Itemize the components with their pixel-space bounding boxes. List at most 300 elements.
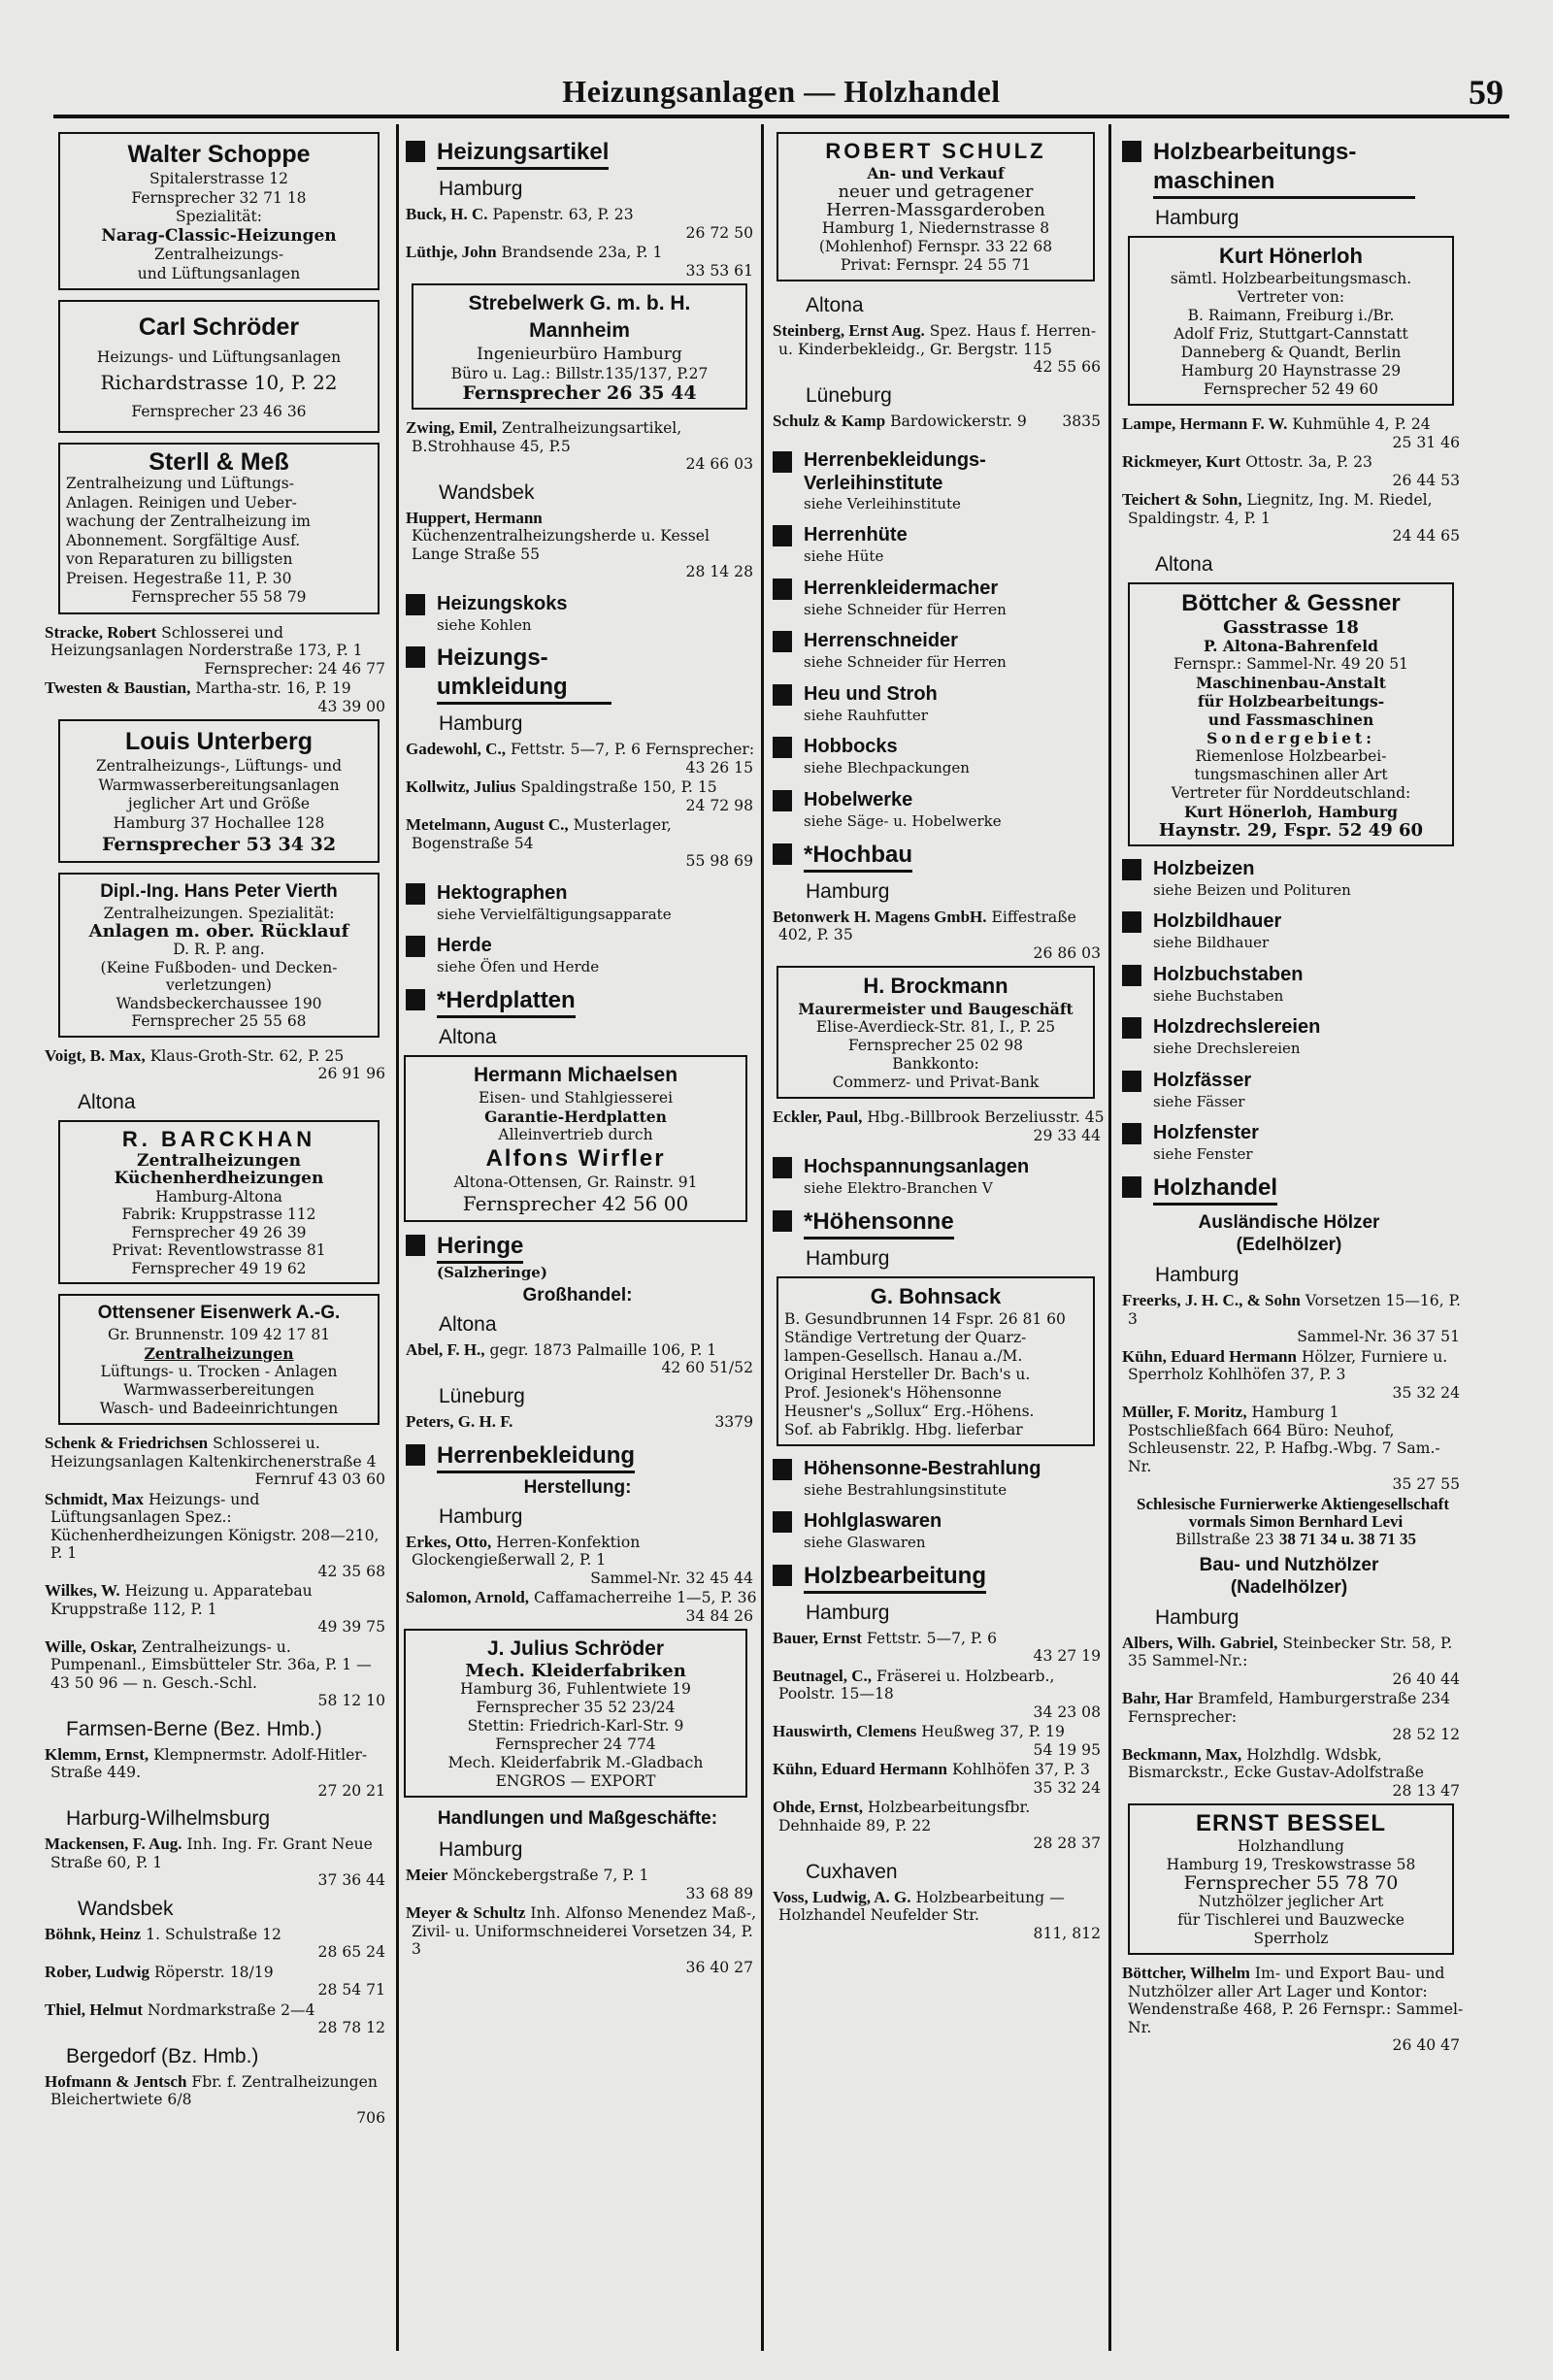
category-title: *Herdplatten	[437, 986, 576, 1018]
listing-phone: 26 44 53	[1392, 471, 1460, 489]
ad-line: Zentralheizungen. Spezialität:	[103, 905, 335, 922]
category-bullet-icon	[406, 936, 425, 957]
ad-box	[1128, 236, 1454, 406]
city-heading: Lüneburg	[439, 1384, 525, 1407]
ad-line: Zentralheizungen	[137, 1150, 301, 1171]
column-4	[1114, 128, 1464, 2361]
listing	[45, 1964, 389, 2000]
column-divider	[1108, 124, 1111, 2351]
listing	[45, 1638, 389, 1710]
ad-box	[1128, 1803, 1454, 1955]
listing	[406, 1589, 757, 1625]
listing-phone: 27 20 21	[317, 1781, 385, 1800]
ad-line: Abonnement. Sorgfältige Ausf.	[66, 531, 301, 549]
ad-line: und Lüftungsanlagen	[137, 264, 301, 282]
ad-line: Danneberg & Quandt, Berlin	[1180, 344, 1402, 361]
listing-phone: 33 68 89	[685, 1884, 753, 1902]
ad-line: An- und Verkauf	[867, 164, 1005, 182]
listing-name: Thiel, Helmut	[45, 2000, 144, 2019]
listing-phone: 26 72 50	[685, 223, 753, 242]
listing-phone: 28 54 71	[317, 1981, 385, 1999]
city-heading: Altona	[439, 1025, 497, 1048]
listing-phone: 34 84 26	[685, 1606, 753, 1625]
ad-line: Mech. Kleiderfabrik M.-Gladbach	[447, 1754, 704, 1772]
category-title: Herrenbekleidungs-Verleihinstitute	[804, 448, 986, 494]
listing-name: Meyer & Schultz	[406, 1903, 526, 1923]
listing-name: Müller, F. Moritz,	[1122, 1403, 1247, 1422]
listing-name: Meier	[406, 1866, 448, 1885]
listing-phone: 811, 812	[1033, 1924, 1101, 1942]
listing-phone: 38 71 34 u. 38 71 35	[1278, 1529, 1417, 1548]
city-heading: Wandsbek	[78, 1897, 174, 1920]
listing-text: Hbg.-Billbrook Berzeliusstr. 45	[867, 1108, 1105, 1127]
ad-line: Fernsprecher 55 78 70	[1183, 1872, 1399, 1895]
ad-line: Alfons Wirfler	[485, 1144, 666, 1172]
ad-line: Sondergebiet:	[1206, 728, 1375, 747]
column-divider	[761, 124, 764, 2351]
category-title: Holzbearbeitung	[804, 1562, 986, 1594]
city-heading: Lüneburg	[806, 383, 892, 407]
listing	[1122, 1292, 1464, 1346]
ad-line: Mech. Kleiderfabriken	[465, 1661, 686, 1682]
ad-name: Louis Unterberg	[124, 728, 314, 755]
see-reference: siehe Hüte	[804, 547, 884, 566]
listing	[45, 1926, 389, 1962]
listing-name: Hofmann & Jentsch	[45, 2071, 187, 2091]
see-reference: siehe Drechslereien	[1153, 1040, 1301, 1058]
ad-box	[58, 719, 380, 863]
ad-name: Hermann Michaelsen	[473, 1063, 678, 1086]
ad-line: Holzhandlung	[1238, 1837, 1344, 1856]
ad-box	[58, 1294, 380, 1425]
listing-name: Kühn, Eduard Hermann	[1122, 1346, 1297, 1366]
listing-text: Eiffestraße 402, P. 35	[778, 908, 1076, 944]
category-heading	[406, 1441, 757, 1473]
ad-line: Zentralheizungs-, Lüftungs- und	[95, 757, 343, 775]
ad-line: Narag-Classic-Heizungen	[101, 225, 337, 246]
listing-phone: Sammel-Nr. 36 37 51	[1297, 1328, 1460, 1346]
listing-text: Martha-str. 16, P. 19	[195, 679, 351, 697]
ad-line: für Holzbearbeitungs-	[1197, 691, 1385, 711]
listing-name: Lampe, Hermann F. W.	[1122, 414, 1288, 433]
ad-line: neuer und getragener	[838, 182, 1034, 202]
category-heading	[773, 1456, 1105, 1481]
category-title: Holzbuchstaben	[1153, 963, 1304, 985]
page-number: 59	[1469, 73, 1503, 112]
listing-phone: 706	[356, 2108, 385, 2127]
listing	[45, 2073, 389, 2128]
ad-box	[58, 300, 380, 433]
category-bullet-icon	[1122, 1123, 1141, 1144]
ad-line: Bankkonto:	[892, 1055, 979, 1074]
listing-phone: 29 33 44	[1033, 1126, 1101, 1144]
listing	[45, 2001, 389, 2037]
ad-line: Maschinenbau-Anstalt	[1196, 673, 1386, 692]
listing	[406, 816, 757, 871]
category-heading	[406, 986, 757, 1018]
city-heading: Hamburg	[806, 879, 890, 903]
see-reference: siehe Blechpackungen	[804, 759, 970, 777]
category-heading	[773, 841, 1105, 873]
ad-line: Prof. Jesionek's Höhensonne	[784, 1383, 1002, 1402]
listing-name: Bauer, Ernst	[773, 1628, 862, 1647]
listing-name: Bahr, Har	[1122, 1689, 1194, 1708]
see-reference: siehe Glaswaren	[804, 1534, 926, 1552]
category-heading	[773, 1562, 1105, 1594]
see-reference: siehe Öfen und Herde	[437, 958, 600, 976]
listing-text: Holzbearbeitungsfbr. Dehnhaide 89, P. 22	[778, 1799, 1031, 1835]
category-title: Holzbeizen	[1153, 857, 1255, 879]
ad-box	[58, 443, 380, 614]
see-reference: siehe Bestrahlungsinstitute	[804, 1480, 1008, 1499]
listing	[1122, 1690, 1464, 1744]
category-bullet-icon	[773, 790, 792, 811]
see-reference: siehe Buchstaben	[1153, 986, 1284, 1005]
listing-name: Schenk & Friedrichsen	[45, 1434, 209, 1452]
city-heading: Hamburg	[439, 178, 523, 200]
ad-name: Sterll & Meß	[149, 448, 289, 476]
see-reference: siehe Fässer	[1153, 1092, 1245, 1110]
listing-name: Kollwitz, Julius	[406, 777, 516, 797]
city-heading: Hamburg	[439, 1838, 523, 1862]
listing-phone: 26 40 44	[1392, 1669, 1460, 1688]
listing-phone: 24 44 65	[1392, 527, 1460, 545]
see-reference: siehe Vervielfältigungsapparate	[437, 905, 672, 923]
subheading: Handlungen und Maßgeschäfte:	[437, 1808, 718, 1830]
listing	[773, 1723, 1105, 1759]
listing	[406, 510, 757, 581]
category-title: Holzbildhauer	[1153, 910, 1282, 933]
city-heading: Hamburg	[1155, 207, 1239, 229]
subheading: Ausländische Hölzer (Edelhölzer)	[1198, 1212, 1380, 1256]
ad-line: und Fassmaschinen	[1207, 710, 1374, 729]
category-title: Hohlglaswaren	[804, 1510, 942, 1533]
listing-name: Zwing, Emil,	[406, 418, 497, 437]
ad-line: Gasstrasse 18	[1223, 616, 1359, 638]
ad-line: Riemenlose Holzbearbei-	[1195, 746, 1387, 765]
listing	[1122, 1496, 1464, 1548]
city-heading: Bergedorf (Bz. Hmb.)	[66, 2044, 259, 2067]
listing-phone: 24 72 98	[685, 796, 753, 814]
ad-line: Hamburg 1, Niedernstrasse 8	[821, 219, 1050, 237]
listing-text: Brandsende 23a, P. 1	[501, 244, 663, 261]
listing-text: Bardowickerstr. 9	[890, 412, 1027, 430]
category-heading	[773, 1154, 1105, 1179]
ad-line: Fernsprecher 24 774	[495, 1735, 656, 1754]
ad-line: sämtl. Holzbearbeitungsmasch.	[1170, 270, 1412, 287]
city-heading: Harburg-Wilhelmsburg	[66, 1807, 271, 1830]
category-bullet-icon	[1122, 1071, 1141, 1092]
see-reference: siehe Verleihinstitute	[804, 494, 961, 512]
listing-name: Beckmann, Max,	[1122, 1744, 1242, 1764]
listing-text: Inh. Alfonso Menendez Maß-, Zivil- u. Uniformschneiderei Vorsetzen 34, P. 3	[412, 1904, 757, 1959]
listing-name: Lüthje, John	[406, 243, 497, 261]
ad-line: jeglicher Art und Größe	[127, 795, 311, 812]
category-bullet-icon	[1122, 859, 1141, 880]
ad-box	[58, 873, 380, 1038]
listing-name: Huppert, Hermann	[406, 508, 543, 527]
ad-line: Zentralheizung und Lüftungs-	[66, 475, 294, 492]
listing	[406, 206, 757, 242]
category-bullet-icon	[1122, 1017, 1141, 1039]
listing	[406, 1413, 757, 1432]
listing-text: Heizung u. Apparatebau Kruppstraße 112, P. 1	[50, 1582, 313, 1618]
ad-line: Hamburg 36, Fuhlentwiete 19	[460, 1680, 691, 1699]
listing-name: Klemm, Ernst,	[45, 1744, 149, 1764]
listing-phone: 37 36 44	[317, 1871, 385, 1889]
category-heading	[1122, 856, 1464, 881]
ad-line: (Keine Fußboden- und Decken-	[100, 958, 338, 976]
category-bullet-icon	[773, 525, 792, 546]
listing-name: Beutnagel, C.,	[773, 1666, 872, 1685]
category-bullet-icon	[773, 684, 792, 706]
listing-text: Spaldingstraße 150, P. 15	[520, 778, 717, 797]
listing-name: Metelmann, August C.,	[406, 815, 569, 835]
ad-line: Ständige Vertretung der Quarz-	[784, 1328, 1027, 1346]
listing-text: Ottostr. 3a, P. 23	[1245, 453, 1372, 471]
listing-text: 1. Schulstraße 12	[146, 1925, 281, 1943]
ad-line: Kurt Hönerloh, Hamburg	[1184, 802, 1398, 821]
city-heading: Cuxhaven	[806, 1860, 898, 1883]
listing-name: Erkes, Otto,	[406, 1532, 492, 1551]
ad-line: Fernsprecher 32 71 18	[131, 188, 307, 207]
ad-line: Ingenieurbüro Hamburg	[477, 345, 682, 364]
category-heading	[773, 628, 1105, 653]
category-bullet-icon	[773, 1210, 792, 1232]
category-heading	[773, 448, 1105, 495]
category-title: Heizungskoks	[437, 592, 568, 614]
ad-line: Fernsprecher 25 02 98	[847, 1037, 1024, 1055]
listing-text: Klempnermstr. Adolf-Hitler-Straße 449.	[50, 1745, 368, 1781]
category-title: Hektographen	[437, 881, 568, 904]
ad-line: Lüftungs- u. Trocken - Anlagen	[100, 1363, 338, 1380]
category-bullet-icon	[406, 141, 425, 162]
category-title: Hobelwerke	[804, 789, 913, 811]
listing-text: Fettstr. 5—7, P. 6	[866, 1629, 998, 1647]
ad-line: Vertreter von:	[1237, 288, 1345, 306]
ad-line: Fabrik: Kruppstrasse 112	[121, 1206, 316, 1223]
listing-phone: 28 14 28	[685, 563, 753, 580]
listing-phone: Fernruf 43 03 60	[254, 1471, 385, 1488]
ad-line: Wasch- und Badeeinrichtungen	[99, 1400, 339, 1417]
listing-name: Voss, Ludwig, A. G.	[773, 1887, 911, 1906]
listing-phone: 36 40 27	[685, 1958, 753, 1976]
ad-line: von Reparaturen zu billigsten	[66, 550, 293, 568]
ad-line: Warmwasserbereitungsanlagen	[98, 776, 340, 794]
listing-phone: 3835	[1062, 413, 1101, 430]
see-reference: (Salzheringe)	[437, 1263, 547, 1281]
city-heading: Wandsbek	[439, 480, 535, 504]
listing-phone: 28 13 47	[1392, 1781, 1460, 1800]
category-bullet-icon	[773, 451, 792, 473]
listing-text: Billstraße 23	[1174, 1530, 1274, 1548]
listing	[406, 778, 757, 814]
ad-line: Wandsbeckerchaussee 190	[116, 994, 322, 1012]
ad-line: Heizungs- und Lüftungsanlagen	[96, 348, 342, 366]
listing-phone: 28 65 24	[317, 1943, 385, 1961]
category-title: Hobbocks	[804, 736, 898, 758]
listing-name: Eckler, Paul,	[773, 1107, 863, 1127]
category-heading	[1122, 1068, 1464, 1093]
ad-line: Fernsprecher 53 34 32	[101, 834, 337, 855]
listing	[45, 624, 389, 678]
category-heading	[773, 787, 1105, 812]
ad-line: Altona-Ottensen, Gr. Rainstr. 91	[453, 1173, 698, 1191]
ad-line: Stettin: Friedrich-Karl-Str. 9	[467, 1717, 684, 1735]
category-title: Herde	[437, 935, 492, 957]
listing-name: Schmidt, Max	[45, 1489, 144, 1508]
listing-name: Ohde, Ernst,	[773, 1798, 864, 1817]
category-bullet-icon	[1122, 965, 1141, 986]
listing-text: Fbr. f. Zentralheizungen Bleichertwiete 6/8	[50, 2072, 378, 2108]
ad-line: Fernsprecher 35 52 23/24	[476, 1699, 676, 1717]
ad-box	[776, 1276, 1095, 1446]
ad-line: D. R. P. ang.	[173, 941, 265, 958]
ad-line: Hamburg 37 Hochallee 128	[113, 813, 325, 832]
ad-line: Hamburg 20 Haynstrasse 29	[1180, 362, 1402, 380]
category-heading	[773, 681, 1105, 707]
category-title: Herrenbekleidung	[437, 1441, 635, 1473]
category-heading	[406, 880, 757, 906]
ad-box	[776, 132, 1095, 281]
city-heading: Hamburg	[439, 1504, 523, 1528]
listing-phone: 25 31 46	[1392, 433, 1460, 451]
category-heading	[406, 644, 757, 705]
listing-text: Liegnitz, Ing. M. Riedel, Spaldingstr. 4, P. 1	[1128, 491, 1433, 527]
ad-line: Fernsprecher 52 49 60	[1203, 380, 1379, 398]
listing-phone: 34 23 08	[1033, 1702, 1101, 1721]
ad-name: Carl Schröder	[138, 314, 300, 341]
ad-line: für Tischlerei und Bauzwecke	[1177, 1911, 1404, 1930]
ad-line: (Mohlenhof) Fernspr. 33 22 68	[818, 238, 1053, 255]
column-1	[37, 128, 389, 2361]
category-heading	[773, 576, 1105, 601]
subheading: Bau- und Nutzhölzer (Nadelhölzer)	[1199, 1554, 1379, 1598]
listing-phone: 35 27 55	[1392, 1475, 1460, 1494]
ad-name: H. Brockmann	[863, 974, 1008, 999]
listing-text: Hölzer, Furniere u. Sperrholz Kohlhöfen 37, P. 3	[1128, 1347, 1448, 1384]
listing-phone: 33 53 61	[685, 261, 753, 280]
listing-phone: Sammel-Nr. 32 45 44	[590, 1569, 753, 1587]
page-header	[53, 70, 1509, 118]
listing	[1122, 453, 1464, 489]
listing-name: Peters, G. H. F.	[406, 1411, 513, 1431]
listing-name: Teichert & Sohn,	[1122, 490, 1242, 509]
ad-line: Fernsprecher 49 19 62	[131, 1259, 307, 1277]
listing	[406, 741, 757, 777]
ad-name: Walter Schoppe	[127, 141, 311, 168]
ad-line: Garantie-Herdplatten	[484, 1107, 667, 1126]
listing-text: Im- und Export Bau- und Nutzhölzer aller Art Lager und Kontor: Wendenstraße 468, P. 26 Fernspr.: Sammel-Nr.	[1128, 1965, 1464, 2036]
listing	[45, 1491, 389, 1581]
see-reference: siehe Bildhauer	[1153, 934, 1270, 952]
listing-phone: 3379	[714, 1413, 753, 1432]
see-reference: siehe Rauhfutter	[804, 706, 928, 724]
ad-name: G. Bohnsack	[870, 1283, 1002, 1308]
listing-phone: 49 39 75	[317, 1618, 385, 1636]
ad-line: Fernsprecher 42 56 00	[462, 1191, 689, 1215]
ad-line: Fernsprecher 55 58 79	[131, 588, 307, 606]
category-bullet-icon	[773, 737, 792, 758]
category-bullet-icon	[773, 1565, 792, 1586]
category-heading	[773, 734, 1105, 759]
category-title: Holzfässer	[1153, 1069, 1252, 1091]
category-title: *Hochbau	[804, 841, 912, 873]
ad-line: Privat: Fernspr. 24 55 71	[840, 256, 1032, 274]
ad-line: Commerz- und Privat-Bank	[832, 1074, 1040, 1092]
ad-line: Warmwasserbereitungen	[123, 1381, 314, 1399]
listing-phone: 26 86 03	[1033, 943, 1101, 962]
listing-text: Heizungs- und Lüftungsanlagen Spez.: Küchenherdheizungen Königstr. 208—210, P. 1	[50, 1490, 380, 1562]
listing-text: Herren-Konfektion Glockengießerwall 2, P. 1	[412, 1533, 641, 1570]
listing-name: Voigt, B. Max,	[45, 1045, 146, 1065]
category-bullet-icon	[406, 989, 425, 1010]
listing-text: Holzhdlg. Wdsbk, Bismarckstr., Ecke Gustav-Adolfstraße	[1128, 1745, 1424, 1782]
listing	[406, 1867, 757, 1902]
category-bullet-icon	[406, 883, 425, 905]
column-2	[398, 128, 757, 2361]
listing	[773, 1668, 1105, 1722]
listing-phone: 43 26 15	[685, 758, 753, 777]
ad-line: Gr. Brunnenstr. 109 42 17 81	[107, 1326, 331, 1343]
ad-line: ENGROS — EXPORT	[495, 1772, 656, 1791]
category-heading	[773, 1508, 1105, 1534]
listing-text: Röperstr. 18/19	[153, 1963, 274, 1981]
category-bullet-icon	[773, 578, 792, 600]
listing-name: Freerks, J. H. C., & Sohn	[1122, 1291, 1301, 1310]
listing-text: Kuhmühle 4, P. 24	[1292, 415, 1431, 433]
listing-phone: 42 35 68	[317, 1562, 385, 1580]
ad-line: verletzungen)	[166, 976, 272, 994]
listing	[1122, 1965, 1464, 2055]
listing-phone: 43 27 19	[1033, 1647, 1101, 1666]
city-heading: Altona	[439, 1312, 497, 1336]
listing	[1122, 1404, 1464, 1494]
ad-line: B. Raimann, Freiburg i./Br.	[1187, 307, 1395, 324]
category-title: Heu und Stroh	[804, 682, 938, 705]
ad-line: Fernsprecher 49 26 39	[131, 1223, 307, 1241]
category-heading	[1122, 909, 1464, 934]
listing-name: Salomon, Arnold,	[406, 1588, 530, 1607]
category-title: Holzhandel	[1153, 1173, 1277, 1206]
ad-line: Elise-Averdieck-Str. 81, I., P. 25	[815, 1018, 1056, 1037]
listing-text: Papenstr. 63, P. 23	[492, 206, 634, 223]
listing-text: Vorsetzen 15—16, P. 3	[1128, 1292, 1461, 1328]
listing-name: Hauswirth, Clemens	[773, 1722, 917, 1741]
ad-line: P. Altona-Bahrenfeld	[1203, 636, 1378, 655]
listing-text: Zentralheizungs- u. Pumpenanl., Eimsbütteler Str. 36a, P. 1 — 43 50 96 — n. Gesch.-Schl.	[50, 1637, 372, 1692]
listing	[406, 1341, 757, 1377]
ad-line: Haynstr. 29, Fspr. 52 49 60	[1158, 819, 1424, 841]
listing-phone: 42 60 51/52	[661, 1359, 753, 1377]
listing-text: Fettstr. 5—7, P. 6 Fernsprecher:	[510, 741, 755, 759]
ad-line: wachung der Zentralheizung im	[66, 512, 311, 530]
ad-line: Büro u. Lag.: Billstr.135/137, P.27	[450, 365, 709, 382]
ad-line: Hamburg 19, Treskowstrasse 58	[1166, 1856, 1416, 1874]
listing	[773, 322, 1105, 377]
ad-line: Fernspr.: Sammel-Nr. 49 20 51	[1173, 654, 1408, 673]
category-bullet-icon	[1122, 911, 1141, 933]
listing-phone: 43 39 00	[317, 697, 385, 715]
listing	[773, 1630, 1105, 1666]
listing-phone: 54 19 95	[1033, 1740, 1101, 1759]
listing	[45, 1582, 389, 1636]
category-title: Hochspannungsanlagen	[804, 1156, 1030, 1178]
category-heading	[406, 1232, 757, 1264]
listing-name: Buck, H. C.	[406, 205, 488, 223]
listing-phone: 26 91 96	[317, 1065, 385, 1082]
listing	[1122, 415, 1464, 451]
